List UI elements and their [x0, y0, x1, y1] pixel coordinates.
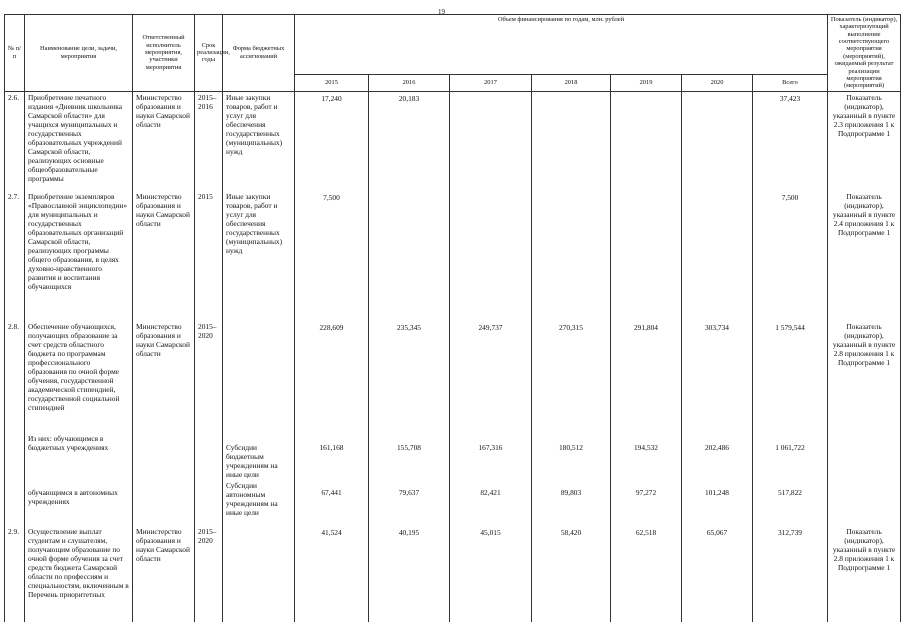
- row-no: 2.9.: [5, 526, 25, 622]
- table-row: [5, 321, 901, 433]
- row-value: 7,500: [295, 191, 369, 321]
- page-number: 19: [438, 8, 445, 16]
- row-no: [5, 433, 25, 480]
- row-name: Осуществление выплат студентам и слушателям, получающим образование по очной форме обучения за счет средств бюджета Самарской области по профессиям и специальностям, включенным в Перечень приоритетных: [25, 526, 133, 622]
- row-value: 89,803: [532, 480, 611, 526]
- row-value: 65,067: [682, 526, 753, 622]
- header-form: Форма бюджетных ассигнований: [223, 15, 295, 92]
- row-form: Субсидии бюджетным учреждениям на иные цели: [223, 433, 295, 480]
- header-volume: Объем финансирования по годам, млн. рублей: [295, 15, 828, 75]
- row-period: [195, 480, 223, 526]
- row-total: 37,423: [753, 91, 828, 191]
- header-indicator: Показатель (индикатор), характеризующий выполнение соответствующего мероприятия (мероприятий), ожидаемый результат реализации мероприятия (мероприятий): [828, 15, 901, 92]
- row-value: 235,345: [369, 321, 450, 433]
- header-year: 2017: [450, 74, 532, 91]
- header-period: Срок реализации, годы: [195, 15, 223, 92]
- row-value: 20,183: [369, 91, 450, 191]
- row-executor: Министерство образования и науки Самарской области: [133, 91, 195, 191]
- row-name: Приобретение печатного издания «Дневник школьника Самарской области» для учащихся муниципальных и государственных образовательных учреждений Самарской области, реализующих основные общеобразовательные программы: [25, 91, 133, 191]
- row-no: 2.6.: [5, 91, 25, 191]
- table-row: [5, 433, 901, 480]
- row-form: [223, 526, 295, 622]
- row-value: 40,195: [369, 526, 450, 622]
- header-name: Наименование цели, задачи, мероприятия: [25, 15, 133, 92]
- row-value: [682, 91, 753, 191]
- row-executor: Министерство образования и науки Самарской области: [133, 191, 195, 321]
- row-value: 161,168: [295, 433, 369, 480]
- financing-table: [4, 14, 901, 622]
- row-value: [682, 191, 753, 321]
- row-value: 17,240: [295, 91, 369, 191]
- row-no: 2.8.: [5, 321, 25, 433]
- row-value: 58,420: [532, 526, 611, 622]
- header-year: 2020: [682, 74, 753, 91]
- row-value: 291,804: [611, 321, 682, 433]
- row-executor: Министерство образования и науки Самарской области: [133, 321, 195, 433]
- row-form: Иные закупки товаров, работ и услуг для обеспечения государственных (муниципальных) нужд: [223, 91, 295, 191]
- row-period: 2015: [195, 191, 223, 321]
- header-year: 2018: [532, 74, 611, 91]
- row-value: 303,734: [682, 321, 753, 433]
- row-name: Приобретение экземпляров «Православной энциклопедии» для муниципальных и государственных образовательных организаций Самарской области, реализующих программы общего образования, в целях духовно-нравственного развития и воспитания обучающихся: [25, 191, 133, 321]
- header-executor: Ответственный исполнитель мероприятия, участники мероприятия: [133, 15, 195, 92]
- table-row: [5, 526, 901, 622]
- row-no: [5, 480, 25, 526]
- row-value: 41,524: [295, 526, 369, 622]
- row-value: 101,248: [682, 480, 753, 526]
- row-value: [532, 91, 611, 191]
- row-indicator: [828, 480, 901, 526]
- row-name: обучающимся в автономных учреждениях: [25, 480, 133, 526]
- row-total: 1 579,544: [753, 321, 828, 433]
- row-value: 228,609: [295, 321, 369, 433]
- row-value: 155,708: [369, 433, 450, 480]
- row-value: 79,637: [369, 480, 450, 526]
- row-indicator: Показатель (индикатор), указанный в пункте 2.4 приложения 1 к Подпрограмме 1: [828, 191, 901, 321]
- row-executor: [133, 433, 195, 480]
- row-period: [195, 433, 223, 480]
- row-value: [532, 191, 611, 321]
- table-row: [5, 91, 901, 191]
- row-indicator: [828, 433, 901, 480]
- row-total: 312,739: [753, 526, 828, 622]
- row-form: Иные закупки товаров, работ и услуг для обеспечения государственных (муниципальных) нужд: [223, 191, 295, 321]
- row-value: 202,486: [682, 433, 753, 480]
- row-value: 45,015: [450, 526, 532, 622]
- row-value: [611, 91, 682, 191]
- row-total: 7,500: [753, 191, 828, 321]
- row-value: 270,315: [532, 321, 611, 433]
- row-value: [450, 191, 532, 321]
- row-value: 194,532: [611, 433, 682, 480]
- header-year: 2019: [611, 74, 682, 91]
- row-indicator: Показатель (индикатор), указанный в пункте 2.8 приложения 1 к Подпрограмме 1: [828, 526, 901, 622]
- row-value: 249,737: [450, 321, 532, 433]
- header-total: Всего: [753, 74, 828, 91]
- row-form: Субсидии автономным учреждениям на иные цели: [223, 480, 295, 526]
- row-name: Из них: обучающимся в бюджетных учреждениях: [25, 433, 133, 480]
- row-value: 180,512: [532, 433, 611, 480]
- row-name: Обеспечение обучающихся, получающих образование за счет средств областного бюджета по программам профессионального образования по очной форме обучения, государственной академической стипендией, государственной социальной стипендией: [25, 321, 133, 433]
- row-value: 97,272: [611, 480, 682, 526]
- row-indicator: Показатель (индикатор), указанный в пункте 2.8 приложения 1 к Подпрограмме 1: [828, 321, 901, 433]
- row-indicator: Показатель (индикатор), указанный в пункте 2.3 приложения 1 к Подпрограмме 1: [828, 91, 901, 191]
- row-no: 2.7.: [5, 191, 25, 321]
- row-executor: Министерство образования и науки Самарской области: [133, 526, 195, 622]
- row-value: 67,441: [295, 480, 369, 526]
- row-period: 2015–2020: [195, 321, 223, 433]
- table-row: [5, 480, 901, 526]
- row-value: [611, 191, 682, 321]
- table-row: [5, 191, 901, 321]
- row-period: 2015–2016: [195, 91, 223, 191]
- header-no: № п/п: [5, 15, 25, 92]
- row-value: 82,421: [450, 480, 532, 526]
- row-value: [369, 191, 450, 321]
- row-value: 62,518: [611, 526, 682, 622]
- row-executor: [133, 480, 195, 526]
- header-year: 2015: [295, 74, 369, 91]
- row-form: [223, 321, 295, 433]
- row-total: 517,822: [753, 480, 828, 526]
- row-value: 167,316: [450, 433, 532, 480]
- header-year: 2016: [369, 74, 450, 91]
- row-period: 2015–2020: [195, 526, 223, 622]
- row-total: 1 061,722: [753, 433, 828, 480]
- row-value: [450, 91, 532, 191]
